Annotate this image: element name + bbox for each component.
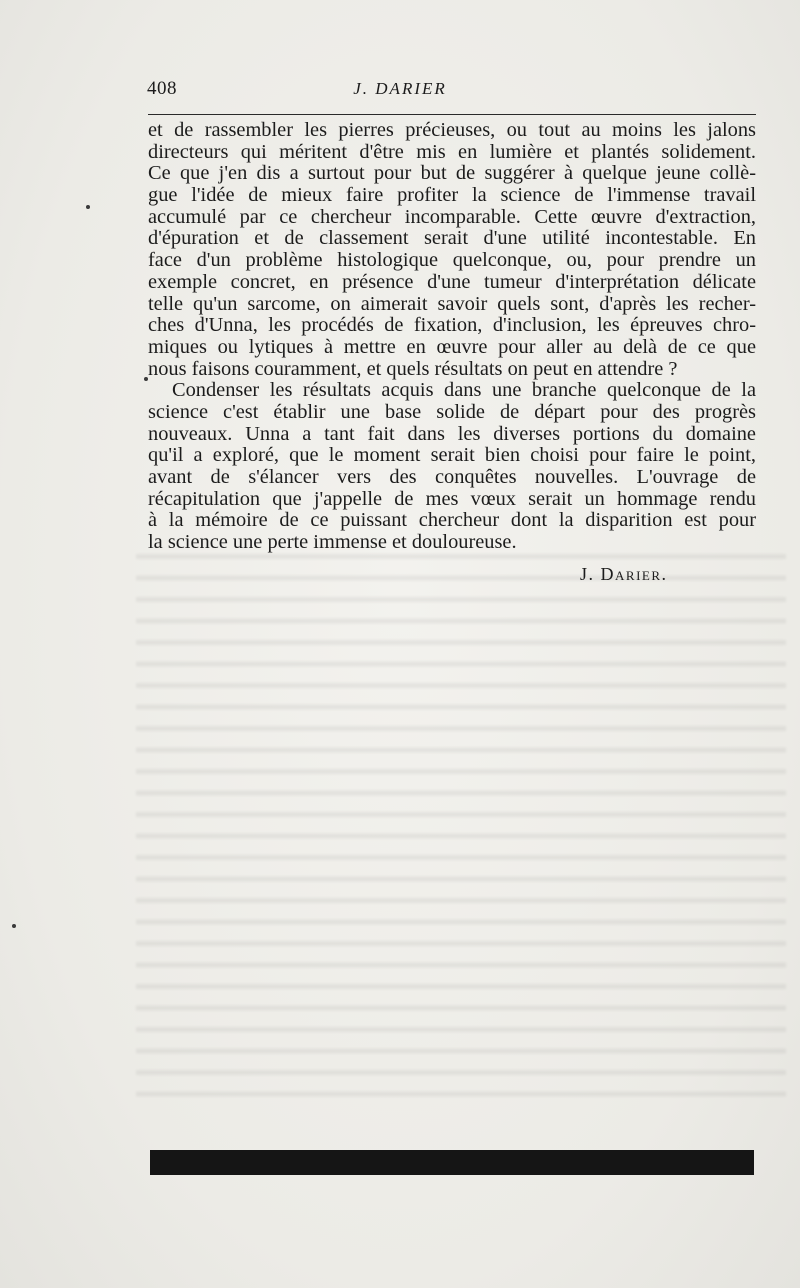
ink-speck: [86, 205, 90, 209]
text-line: gue l'idée de mieux faire profiter la science de l'immense travail: [148, 184, 756, 207]
text-line: directeurs qui méritent d'être mis en lumière et plantés solidement.: [148, 140, 756, 163]
footer-black-bar: [150, 1150, 754, 1175]
ink-speck: [12, 924, 16, 928]
text-line: qu'il a exploré, que le moment serait bien choisi pour faire le point,: [148, 444, 756, 467]
text-line: ches d'Unna, les procédés de fixation, d'inclusion, les épreuves chro-: [148, 314, 756, 337]
ink-speck: [144, 377, 148, 381]
text-line: Condenser les résultats acquis dans une branche quelconque de la: [172, 379, 756, 402]
text-line: exemple concret, en présence d'une tumeur d'interprétation délicate: [148, 270, 756, 293]
text-line: telle qu'un sarcome, on aimerait savoir quels sont, d'après les recher-: [148, 292, 756, 315]
text-line: d'épuration et de classement serait d'une utilité incontestable. En: [148, 227, 756, 250]
text-line: à la mémoire de ce puissant chercheur dont la disparition est pour: [148, 509, 756, 532]
text-line: miques ou lytiques à mettre en œuvre pour aller au delà de ce que: [148, 335, 756, 358]
show-through-texture: [136, 540, 786, 1100]
text-line: accumulé par ce chercheur incomparable. Cette œuvre d'extraction,: [148, 205, 756, 228]
text-line: Ce que j'en dis a surtout pour but de suggérer à quelque jeune collè-: [148, 162, 756, 185]
running-head: J. DARIER: [353, 79, 447, 98]
text-line: et de rassembler les pierres précieuses, ou tout au moins les jalons: [148, 119, 756, 141]
signature: J. Darier.: [580, 564, 668, 584]
text-line: la science une perte immense et douloureuse.: [148, 531, 517, 554]
text-line: science c'est établir une base solide de départ pour des progrès: [148, 400, 756, 423]
text-line: avant de s'élancer vers des conquêtes nouvelles. L'ouvrage de: [148, 466, 756, 488]
text-line: nous faisons couramment, et quels résultats on peut en attendre ?: [148, 357, 678, 380]
article-text: [148, 120, 756, 554]
text-line: face d'un problème histologique quelconque, ou, pour prendre un: [148, 249, 756, 272]
header-rule: [148, 114, 756, 115]
page-number: 408: [147, 78, 177, 99]
text-line: nouveaux. Unna a tant fait dans les diverses portions du domaine: [148, 422, 756, 445]
text-line: récapitulation que j'appelle de mes vœux serait un hommage rendu: [148, 487, 756, 510]
